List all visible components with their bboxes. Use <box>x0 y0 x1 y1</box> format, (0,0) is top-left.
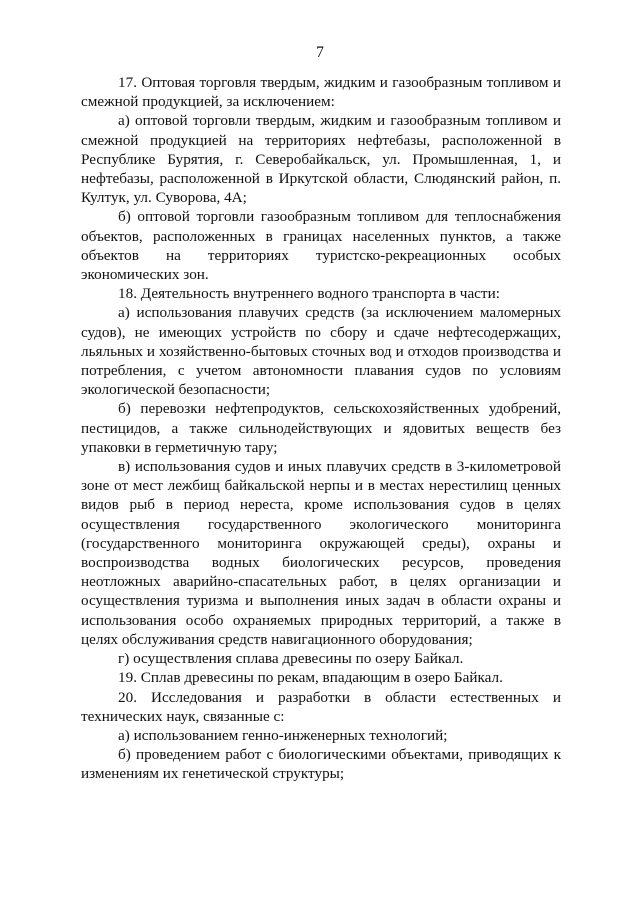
paragraph-18a: а) использования плавучих средств (за исключением маломерных судов), не имеющих устройств по сбору и сдаче нефтесодержащих, льяльных и хозяйственно-бытовых сточных вод и отходов производства и потребления, с учетом автономности плавания судов по условиям экологической безопасности; <box>81 304 561 399</box>
paragraph-17b: б) оптовой торговли газообразным топливом для теплоснабжения объектов, расположенных в границах населенных пунктов, а также объектов на территориях туристско-рекреационных особых экономических зон. <box>81 208 561 284</box>
paragraph-20a: а) использованием генно-инженерных технологий; <box>118 726 448 744</box>
paragraph-17a: а) оптовой торговли твердым, жидким и газообразным топливом и смежной продукцией на территориях нефтебазы, расположенной в Республике Бурятия, г. Северобайкальск, ул. Промышленная, 1, и нефтебазы, расположенной в Иркутской области, Слюдянский район, п. Култук, ул. Суворова, 4А; <box>81 112 561 207</box>
paragraph-18g: г) осуществления сплава древесины по озеру Байкал. <box>118 650 464 668</box>
paragraph-item-18: 18. Деятельность внутреннего водного транспорта в части: <box>118 285 500 303</box>
paragraph-20b: б) проведением работ с биологическими объектами, приводящих к изменениям их генетической структуры; <box>81 746 561 783</box>
paragraph-18v: в) использования судов и иных плавучих средств в 3-километровой зоне от мест лежбищ байкальской нерпы и в местах нерестилищ ценных видов рыб в период нереста, кроме использования судов в целях осуществления государственного экологического мониторинга (государственного мониторинга окружающей среды), охраны и воспроизводства водных биологических ресурсов, проведения неотложных аварийно-спасательных работ, в целях организации и осуществления туризма и выполнения иных задач в области охраны и использования особо охраняемых природных территорий, а также в целях обслуживания средств навигационного оборудования; <box>81 458 561 648</box>
document-body <box>81 73 561 784</box>
paragraph-18b: б) перевозки нефтепродуктов, сельскохозяйственных удобрений, пестицидов, а также сильнодействующих и ядовитых веществ без упаковки в герметичную тару; <box>81 400 561 456</box>
paragraph-item-20: 20. Исследования и разработки в области естественных и технических наук, связанные с: <box>81 688 561 725</box>
page-number: 7 <box>316 44 324 61</box>
paragraph-item-19: 19. Сплав древесины по рекам, впадающим в озеро Байкал. <box>118 669 503 687</box>
paragraph-item-17: 17. Оптовая торговля твердым, жидким и газообразным топливом и смежной продукцией, за исключением: <box>81 74 561 111</box>
